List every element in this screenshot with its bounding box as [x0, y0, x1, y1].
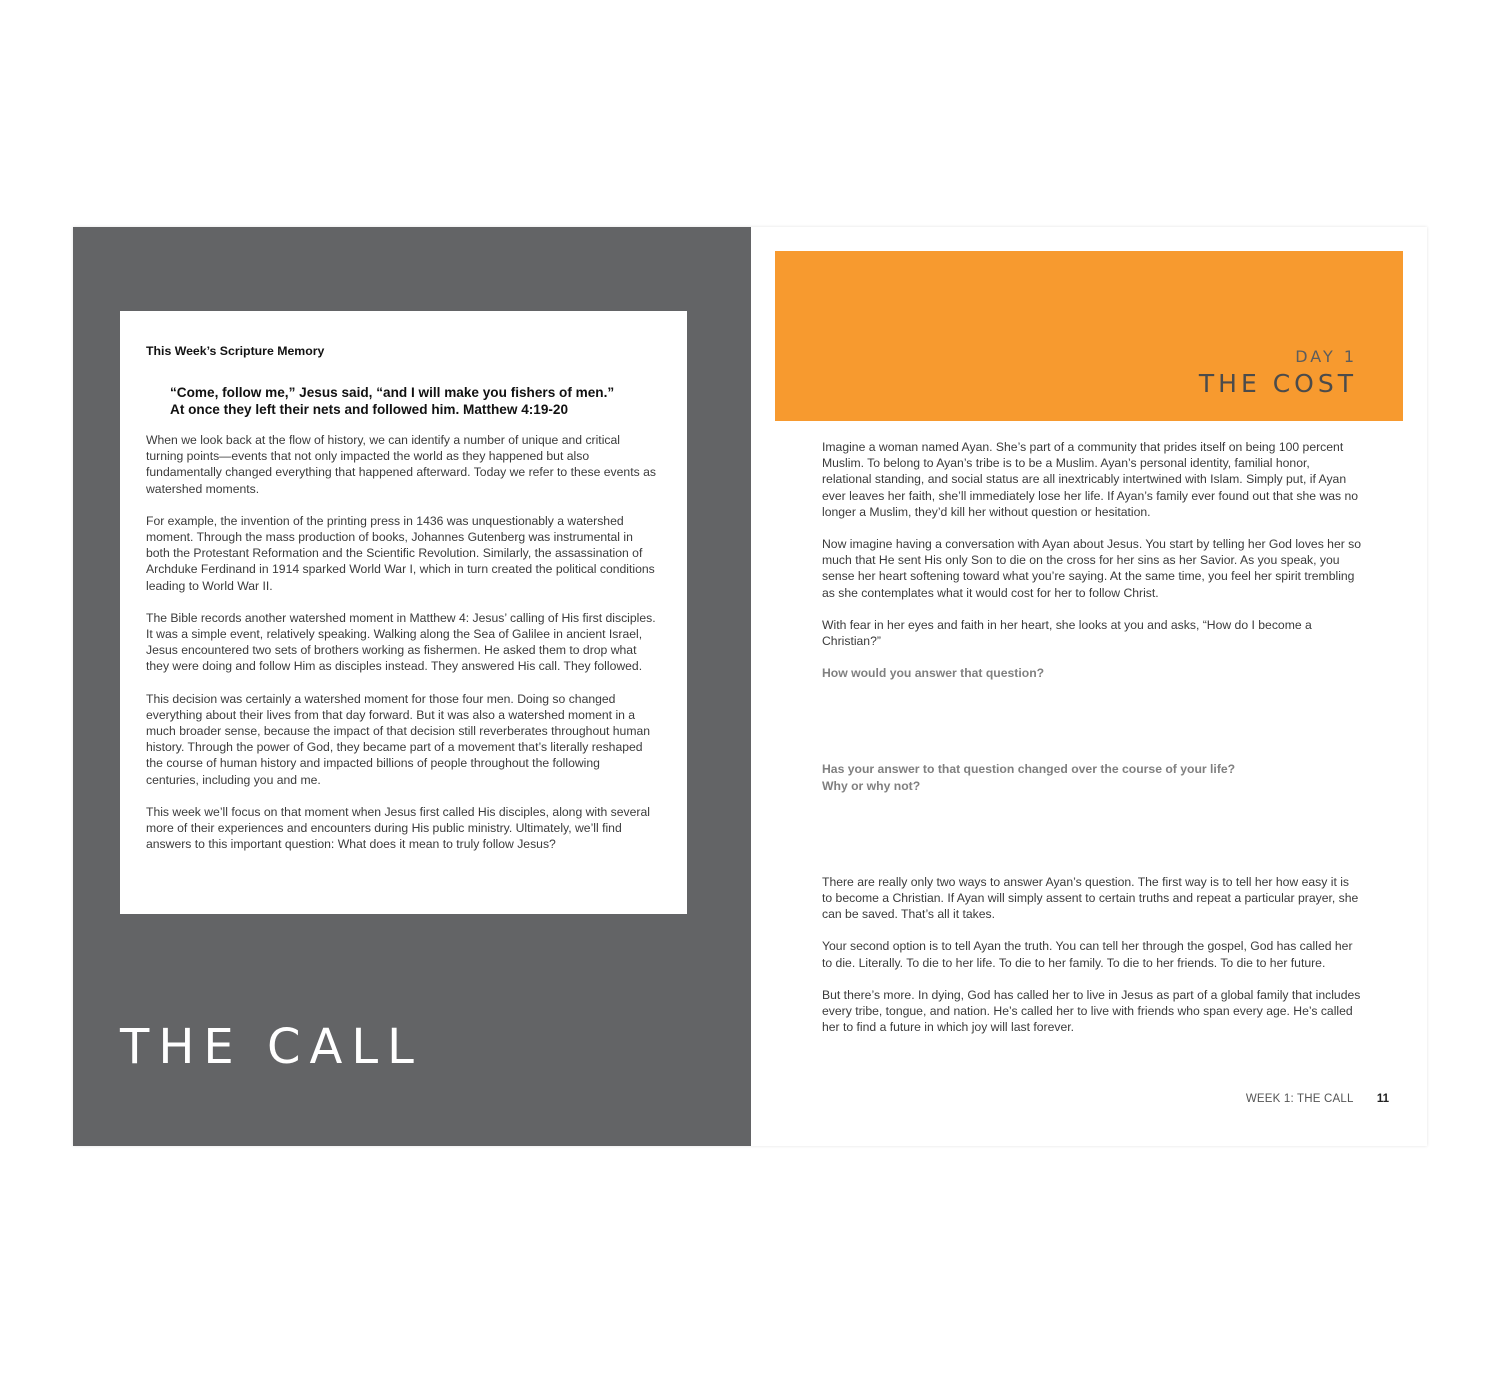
intro-text-box	[120, 311, 687, 914]
question-line-1: Has your answer to that question changed over the course of your life?	[822, 762, 1236, 777]
body-paragraph: Imagine a woman named Ayan. She’s part of a community that prides itself on being 100 percent Muslim. To belong to Ayan’s tribe is to be a Muslim. Ayan’s personal identity, familial honor, relational standing, and social status are all inextricably intertwined with Islam. Simply put, if Ayan ever leaves her faith, she’ll immediately lose her life. If Ayan’s family ever found out that she was no longer a Muslim, they’d kill her without question or hesitation.	[822, 440, 1359, 519]
intro-paragraph: The Bible records another watershed moment in Matthew 4: Jesus’ calling of His first disciples. It was a simple event, relatively speaking. Walking along the Sea of Galilee in ancient Israel, Jesus encountered two sets of brothers working as fishermen. He asked them to drop what they were doing and follow Him as disciples instead. They answered His call. They followed.	[146, 610, 656, 674]
body-paragraph: But there’s more. In dying, God has called her to live in Jesus as part of a global family that includes every tribe, tongue, and nation. He’s called her to live with friends who span every age. He’s called her to find a future in which joy will last forever.	[822, 987, 1361, 1035]
day-content	[822, 439, 1362, 1051]
body-paragraph: Now imagine having a conversation with Ayan about Jesus. You start by telling her God loves her so much that He sent His only Son to die on the cross for her sins as her Savior. As you speak, you sense her heart softening toward what you’re saying. At the same time, you feel her spirit trembling as she contemplates what it would cost for her to follow Christ.	[822, 537, 1362, 600]
memory-verse-line-2: At once they left their nets and followed him. Matthew 4:19-20	[170, 401, 569, 417]
page-footer	[1246, 1093, 1389, 1105]
reflection-question: How would you answer that question?	[822, 666, 1045, 681]
body-paragraph: There are really only two ways to answer Ayan’s question. The first way is to tell her how easy it is to become a Christian. If Ayan will simply assent to certain truths and repeat a particular prayer, she can be saved. That’s all it takes.	[822, 874, 1359, 922]
intro-paragraph: For example, the invention of the printing press in 1436 was unquestionably a watershed moment. Through the mass production of books, Johannes Gutenberg was instrumental in both the Protestant Reformation and the Scientific Revolution. Similarly, the assassination of Archduke Ferdinand in 1914 sparked World War I, which in turn created the political conditions leading to World War II.	[146, 513, 655, 593]
intro-paragraph: When we look back at the flow of history, we can identify a number of unique and critical turning points—events that not only impacted the world as they happened but also fundamentally changed everything that happened afterward. Today we refer to these events as watershed moments.	[146, 433, 656, 496]
body-paragraph: Your second option is to tell Ayan the truth. You can tell her through the gospel, God has called her to die. Literally. To die to her life. To die to her family. To die to her friends. To die to her future.	[822, 939, 1353, 970]
page-number: 11	[1376, 1093, 1389, 1105]
intro-paragraph: This decision was certainly a watershed moment for those four men. Doing so changed everything about their lives from that day forward. But it was also a watershed moment in a much broader sense, because the impact of that decision still reverberates throughout human history. Through the power of God, they became part of a movement that’s literally reshaped the course of human history and impacted billions of people throughout the following centuries, including you and me.	[146, 691, 651, 787]
intro-paragraph: This week we’ll focus on that moment when Jesus first called His disciples, along with several more of their experiences and encounters during His public ministry. Ultimately, we’ll find answers to this important question: What does it mean to truly follow Jesus?	[146, 804, 650, 852]
scripture-memory-verse	[170, 385, 656, 418]
body-paragraph: With fear in her eyes and faith in her heart, she looks at you and asks, “How do I become a Christian?”	[822, 617, 1312, 649]
day-banner	[775, 251, 1403, 421]
intro-text-content	[146, 343, 656, 868]
memory-verse-line-1: “Come, follow me,” Jesus said, “and I will make you fishers of men.”	[170, 385, 615, 401]
question-line-2: Why or why not?	[822, 778, 921, 793]
day-title: THE COST	[1198, 369, 1357, 398]
book-spread	[73, 227, 1427, 1146]
reflection-question	[822, 761, 1362, 793]
scripture-memory-heading: This Week’s Scripture Memory	[146, 344, 325, 358]
left-page	[73, 227, 751, 1146]
footer-week-label: WEEK 1: THE CALL	[1245, 1093, 1354, 1105]
section-title: THE CALL	[120, 1019, 423, 1075]
day-label: DAY 1	[1295, 347, 1357, 366]
right-page	[751, 227, 1427, 1146]
